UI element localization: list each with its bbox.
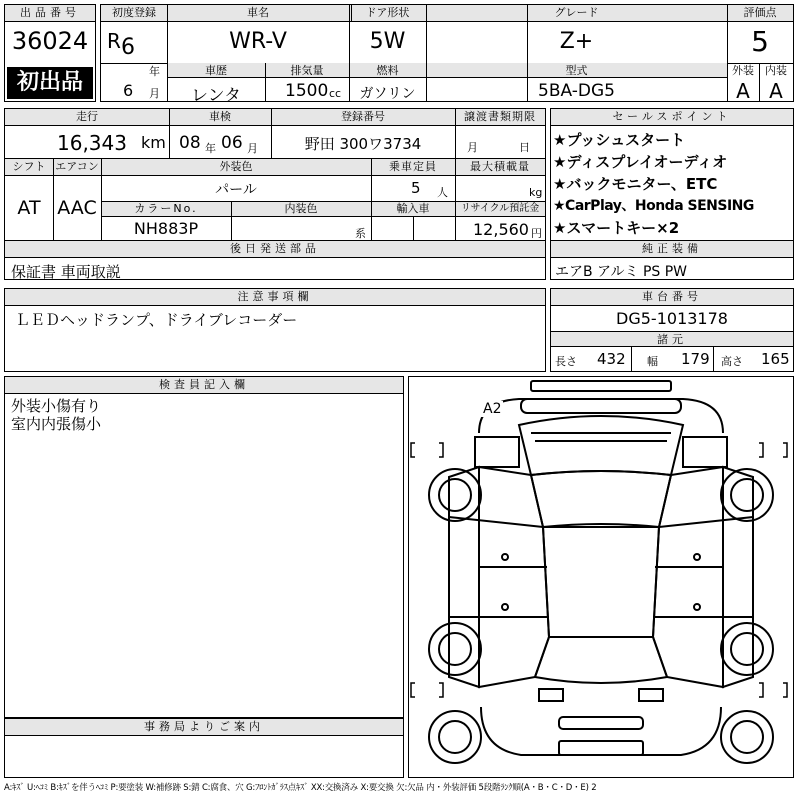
chassis-box [550,288,794,372]
displacement-value: 1500 [285,81,329,101]
sales-points-label: セールスポイント [551,109,793,126]
inspector-label: 検査員記入欄 [5,377,403,394]
transfer-month-unit: 月 [467,141,478,154]
color-no-label: カラーNo. [134,202,198,215]
height-label: 高さ [721,355,743,368]
car-diagram-box [408,376,794,778]
grade-value: Z+ [559,29,594,54]
mileage-label: 走行 [76,110,98,123]
lot-number-label: 出品番号 [5,5,95,22]
height-value: 165 [761,350,790,368]
later-parts-box [4,240,546,280]
color-value: パール [215,182,257,198]
color-no-value: NH883P [133,219,199,238]
recycle-unit: 円 [531,227,542,240]
fuel-label: 燃料 [376,64,399,77]
equipment-label: 純正装備 [551,241,793,258]
recycle-label: リサイクル預託金 [460,203,540,214]
transfer-deadline-label: 譲渡書類期限 [464,110,536,123]
spec-label: 諸元 [551,331,793,347]
lot-number-box [4,4,96,102]
aircon-value: AAC [57,197,97,219]
later-parts-label: 後日発送部品 [5,241,545,258]
mileage-value: 16,343 [57,131,127,155]
registration-label: 登録番号 [341,110,385,123]
vehicle-summary-table [100,4,794,106]
chassis-label: 車台番号 [551,289,793,306]
sales-points-box [550,108,794,242]
interior-color-label: 内装色 [284,202,318,215]
exterior-value: A [736,79,750,103]
car-diagram [409,377,793,777]
recycle-value: 12,560 [473,220,529,239]
capacity-label: 乗車定員 [389,160,437,173]
color-label: 外装色 [219,160,253,173]
month-unit: 月 [149,87,160,100]
transfer-day-unit: 日 [519,141,530,154]
first-reg-label: 初度登録 [112,6,156,19]
door-label: ドア形状 [365,6,410,19]
first-reg-month: 6 [123,81,134,100]
registration-value: 野田 300ワ3734 [304,135,422,153]
history-label: 車歴 [205,64,227,77]
inspection-year-unit: 年 [205,142,216,155]
notes-label: 注意事項欄 [5,289,545,306]
car-name-value: WR-V [229,29,287,54]
later-parts-value: 保証書 車両取説 [11,263,121,281]
capacity-unit: 人 [437,186,448,199]
displacement-unit: cc [329,87,342,100]
first-reg-year: 6 [121,35,135,60]
interior-value: A [769,79,783,103]
first-listing-badge: 初出品 [7,67,93,99]
displacement-label: 排気量 [290,64,324,77]
inspection-month: 06 [221,133,243,153]
damage-mark-a2: A2 [483,401,502,417]
chassis-value: DG5-1013178 [616,309,728,328]
mileage-unit: km [141,133,166,152]
score-value: 5 [751,25,769,58]
lot-number-value: 36024 [11,27,89,55]
first-reg-era: R [107,29,121,53]
spec-grid [4,158,546,242]
sales-point-4: ★CarPlay、Honda SENSING [553,198,754,214]
sales-point-5: ★スマートキー×2 [553,219,680,237]
door-value: 5W [369,29,406,54]
model-value: 5BA-DG5 [538,81,615,101]
inspector-line-1: 外装小傷有り [11,397,102,415]
car-name-label: 車名 [247,6,269,19]
shift-value: AT [17,197,41,219]
sales-point-2: ★ディスプレイオーディオ [553,153,728,171]
max-load-unit: kg [529,186,543,199]
inspection-year: 08 [179,133,201,153]
inspector-box [4,376,404,718]
import-label: 輸入車 [396,202,430,215]
interior-label: 内装 [765,64,787,77]
interior-color-unit: 系 [355,227,366,240]
width-label: 幅 [647,355,658,368]
equipment-box [550,240,794,280]
grade-label: グレード [554,6,599,19]
aircon-label: エアコン [55,160,99,173]
max-load-label: 最大積載量 [470,160,530,173]
equipment-value: エアB アルミ PS PW [555,264,688,280]
capacity-value: 5 [411,179,421,197]
inspector-line-2: 室内内張傷小 [11,415,102,433]
length-label: 長さ [555,355,577,368]
office-label: 事務局よりご案内 [5,719,403,736]
sales-point-3: ★バックモニター、ETC [553,175,718,193]
shift-label: シフト [12,160,46,173]
inspection-label: 車検 [209,110,231,123]
width-value: 179 [681,350,710,368]
fuel-value: ガソリン [359,86,416,102]
mileage-inspection-row [4,108,546,160]
office-box [4,718,404,778]
exterior-label: 外装 [732,64,754,77]
length-value: 432 [597,350,626,368]
score-label: 評価点 [743,6,777,19]
model-label: 型式 [565,64,588,77]
inspection-month-unit: 月 [247,142,258,155]
sales-point-1: ★プッシュスタート [553,131,686,149]
history-value: レンタ [191,86,241,106]
notes-box [4,288,546,372]
notes-value: ＬＥＤヘッドランプ、ドライブレコーダー [15,311,298,329]
year-unit: 年 [149,65,160,78]
legend-text: A:ｷｽﾞ U:ﾍｺﾐ B:ｷｽﾞを伴うﾍｺﾐ P:要塗装 W:補修跡 S:錆 C:腐食、穴 G:ﾌﾛﾝﾄｶﾞﾗｽ点ｷｽﾞ XX:交換済み X:要交換 欠:欠品 内・外装評価 5段階ﾗﾝｸ順(A・B・C・D・E) 2 [4,783,597,793]
